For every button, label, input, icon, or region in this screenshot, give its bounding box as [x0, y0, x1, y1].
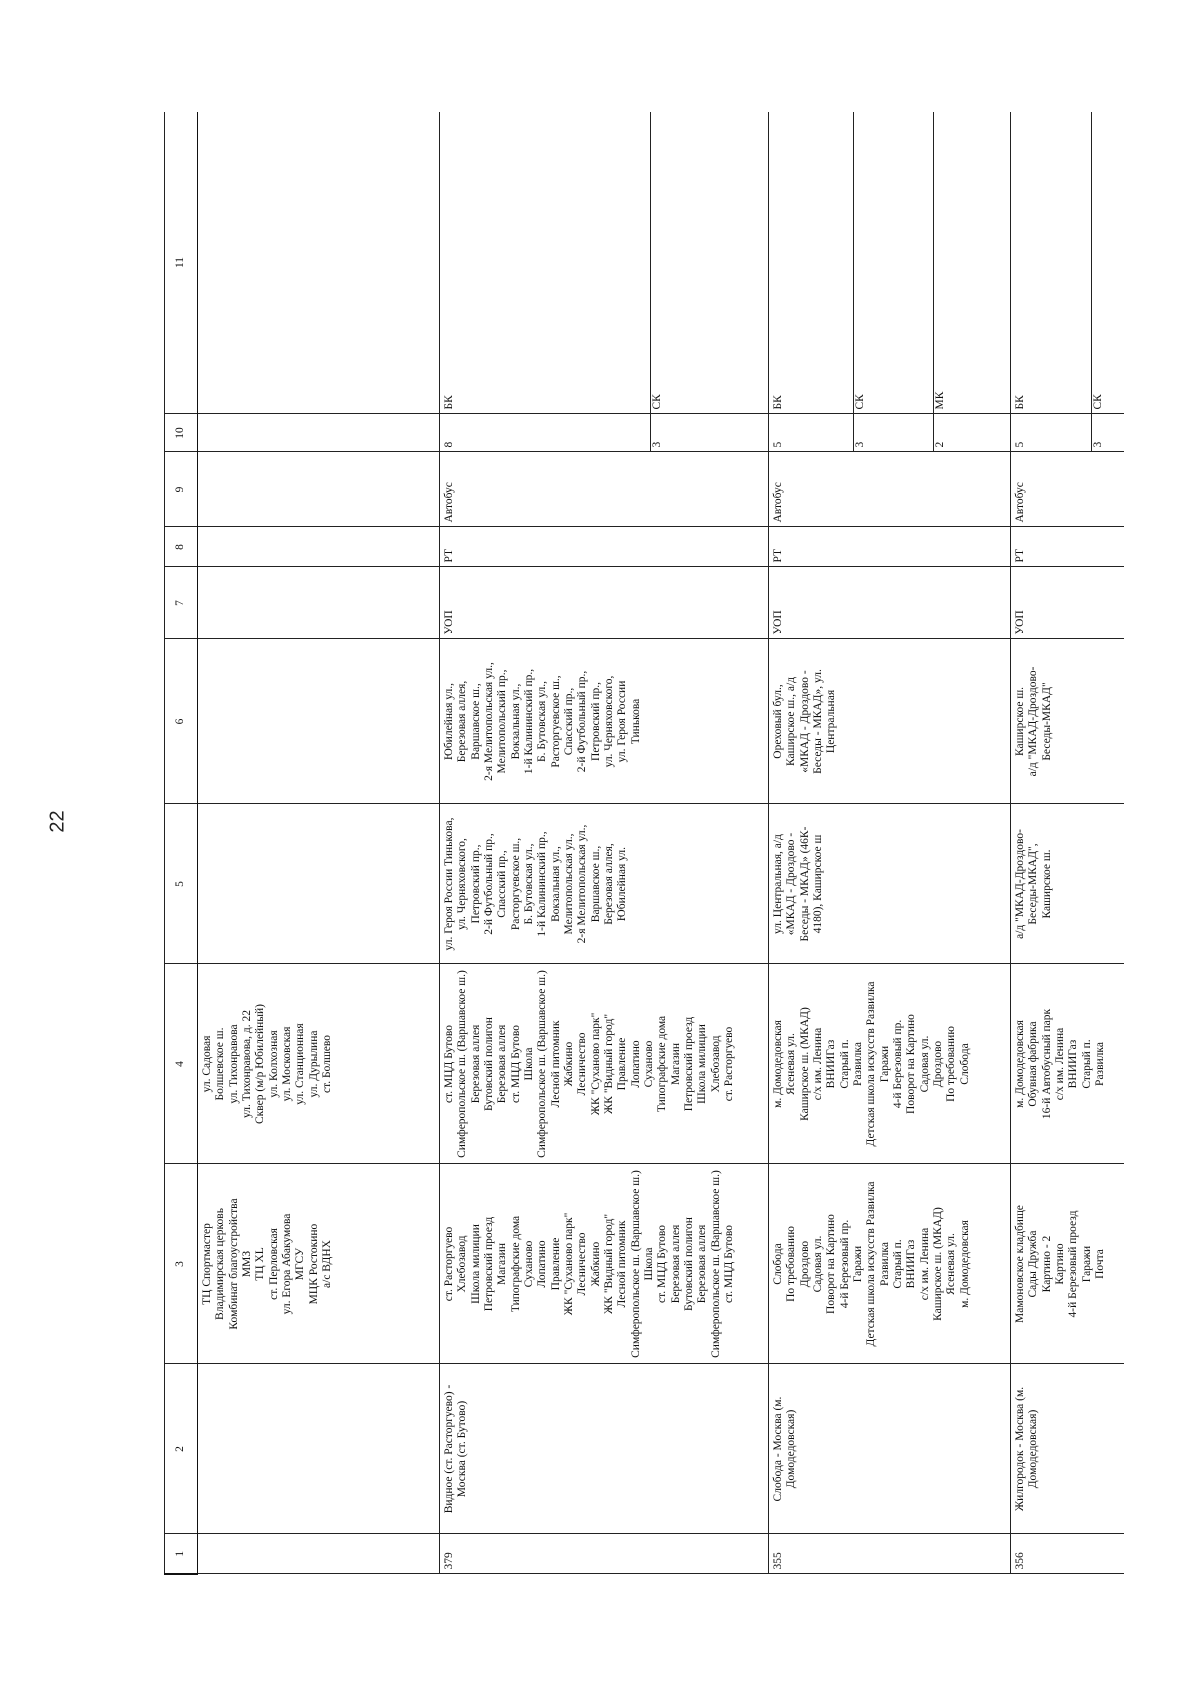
streets-forward-cell	[198, 804, 440, 964]
route-type-cell: РТ	[1011, 527, 1125, 567]
streets-backward-cell: Юбилейная ул., Березовая аллея, Варшавское ш., 2-я Мелитопольская ул., Мелитопольский пр., Вокзальная ул., 1-й Калининский пр., Б. Бутовская ул., Расторгуевское ш., Спасский пр., 2-й Футбольный пр., Петровский пр., ул. Черняховского, ул. Героя России Тинькова	[440, 639, 769, 804]
vehicle-cell	[198, 452, 440, 527]
route-type-cell	[198, 527, 440, 567]
vehicle-class: СК	[853, 112, 867, 414]
stops-forward-cell: ТЦ Спортмастер Владимирская церковь Комбинат благоустройства ММЗ ТЦ XL ст. Перловская ул. Егора Абакумова МГСУ МЦК Ростокино а/с ВДНХ	[198, 1164, 440, 1364]
streets-backward-cell	[198, 639, 440, 804]
stops-backward-cell: ст. МЦД Бутово Симферопольское ш. (Варшавское ш.) Березовая аллея Бутовский полигон Березовая аллея ст. МЦД Бутово Школа Симферопольское ш. (Варшавское ш.) Лесной питомник Жабкино Лесничество ЖК "Суханово парк" ЖК "Видный город" Правление Лопатино Суханово Типографские дома Магазин Петровский проезд Школа милиции Хлебозавод ст. Расторгуево	[440, 964, 769, 1164]
vehicle-count: 3	[650, 415, 664, 452]
vehicle-cell: Автобус	[1011, 452, 1125, 527]
route-number-cell: 356	[1011, 1534, 1125, 1574]
column-number: 4	[165, 964, 198, 1164]
vehicle-cell: Автобус	[769, 452, 1011, 527]
vehicle-count-cell	[1011, 414, 1125, 452]
vehicle-count: 3	[1091, 415, 1105, 452]
vehicle-count: 8	[443, 441, 455, 448]
tariff-cell: УОП	[440, 567, 769, 639]
vehicle-cell: Автобус	[440, 452, 769, 527]
streets-forward-cell: а/д "МКАД-Дроздово- Беседы-МКАД", Каширское ш.	[1011, 804, 1125, 964]
table-row	[769, 112, 1011, 1574]
stops-forward-cell: Мамоновское кладбище Сады Дружба Картино - 2 Картино 4-й Березовый проезд Гаражи Почта	[1011, 1164, 1125, 1364]
page-number: 22	[46, 810, 69, 833]
column-number: 8	[165, 527, 198, 567]
route-name-cell: Жилгородок - Москва (м. Домодедовская)	[1011, 1364, 1125, 1534]
vehicle-class-cell	[1011, 112, 1125, 414]
vehicle-count: 3	[853, 415, 867, 452]
route-type-cell: РТ	[769, 527, 1011, 567]
stops-backward-cell: м. Домодедовская Обувная фабрика 16-й Автобусный парк с/х им. Ленина ВНИИГаз Старый п. Развилка	[1011, 964, 1125, 1164]
vehicle-class: БК	[772, 395, 784, 410]
streets-forward-cell: ул. Центральная, а/д «МКАД - Дроздово - Беседы - МКАД» (46К- 4180), Каширское ш	[769, 804, 1011, 964]
vehicle-count-cell	[440, 414, 769, 452]
vehicle-class: БК	[1014, 395, 1026, 410]
streets-backward-cell: Ореховый бул., Каширское ш., а/д «МКАД - Дроздово - Беседы - МКАД», ул. Центральная	[769, 639, 1011, 804]
vehicle-class: БК	[443, 395, 455, 410]
tariff-cell	[198, 567, 440, 639]
route-table-frame	[164, 112, 1124, 1575]
table-row-continuation	[198, 112, 440, 1574]
stops-backward-cell: ул. Садовая Болшевское ш. ул. Тихонравова ул. Тихонравова, д. 22 Сквер (м/р Юбилейный) ул. Колхозная ул. Московская ул. Станционная ул. Дурылина ст. Болшево	[198, 964, 440, 1164]
route-name-cell: Слобода - Москва (м. Домодедовская)	[769, 1364, 1011, 1534]
vehicle-class: МК	[933, 112, 947, 414]
vehicle-class-cell	[769, 112, 1011, 414]
vehicle-count: 2	[933, 415, 947, 452]
vehicle-class-cell	[198, 112, 440, 414]
column-number: 7	[165, 567, 198, 639]
vehicle-class-cell	[440, 112, 769, 414]
column-number: 3	[165, 1164, 198, 1364]
route-table	[164, 112, 1124, 1575]
column-number-row	[165, 112, 198, 1574]
route-name-cell: Видное (ст. Расторгуево) - Москва (ст. Бутово)	[440, 1364, 769, 1534]
streets-forward-cell: ул. Героя России Тинькова, ул. Черняховского, Петровский пр., 2-й Футбольный пр., Спасский пр., Расторгуевское ш., Б. Бутовская ул., 1-й Калининский пр., Вокзальная ул., Мелитопольская ул., 2-я Мелитопольская ул., Варшавское ш., Березовая аллея, Юбилейная ул.	[440, 804, 769, 964]
table-row	[440, 112, 769, 1574]
vehicle-count: 5	[1014, 441, 1026, 448]
column-number: 5	[165, 804, 198, 964]
route-type-cell: РТ	[440, 527, 769, 567]
vehicle-count-cell	[198, 414, 440, 452]
route-number-cell: 355	[769, 1534, 1011, 1574]
column-number: 6	[165, 639, 198, 804]
route-number-cell: 379	[440, 1534, 769, 1574]
stops-forward-cell: ст. Расторгуево Хлебозавод Школа милиции Петровский проезд Магазин Типографские дома Суханово Лопатино Правление ЖК "Суханово парк" Лесничество Жабкино ЖК "Видный город" Лесной питомник Симферопольское ш. (Варшавское ш.) Школа ст. МЦД Бутово Березовая аллея Бутовский полигон Березовая аллея Симферопольское ш. (Варшавское ш.) ст. МЦД Бутово	[440, 1164, 769, 1364]
route-name-cell	[198, 1364, 440, 1534]
column-number: 2	[165, 1364, 198, 1534]
stops-forward-cell: Слобода По требованию Дроздово Садовая ул. Поворот на Картино 4-й Березовый пр. Гаражи Детская школа искусств Развилка Развилка Старый п. ВНИИГаз с/х им. Ленина Каширское ш. (МКАД) Ясеневая ул. м. Домодедовская	[769, 1164, 1011, 1364]
vehicle-class: СК	[650, 112, 664, 414]
vehicle-count: 5	[772, 441, 784, 448]
column-number: 10	[165, 414, 198, 452]
tariff-cell: УОП	[1011, 567, 1125, 639]
route-number-cell	[198, 1534, 440, 1574]
table-row	[1011, 112, 1125, 1574]
streets-backward-cell: Каширское ш. а/д "МКАД-Дроздово- Беседы-МКАД"	[1011, 639, 1125, 804]
tariff-cell: УОП	[769, 567, 1011, 639]
vehicle-count-cell	[769, 414, 1011, 452]
column-number: 9	[165, 452, 198, 527]
column-number: 1	[165, 1534, 198, 1574]
vehicle-class: СК	[1091, 112, 1105, 414]
route-table-rotated	[164, 112, 1124, 1575]
column-number: 11	[165, 112, 198, 414]
stops-backward-cell: м. Домодедовская Ясеневая ул. Каширское ш. (МКАД) с/х им. Ленина ВНИИГаз Старый п. Развилка Детская школа искусств Развилка Гаражи 4-й Березовый пр. Поворот на Картино Садовая ул. Дроздово По требованию Слобода	[769, 964, 1011, 1164]
